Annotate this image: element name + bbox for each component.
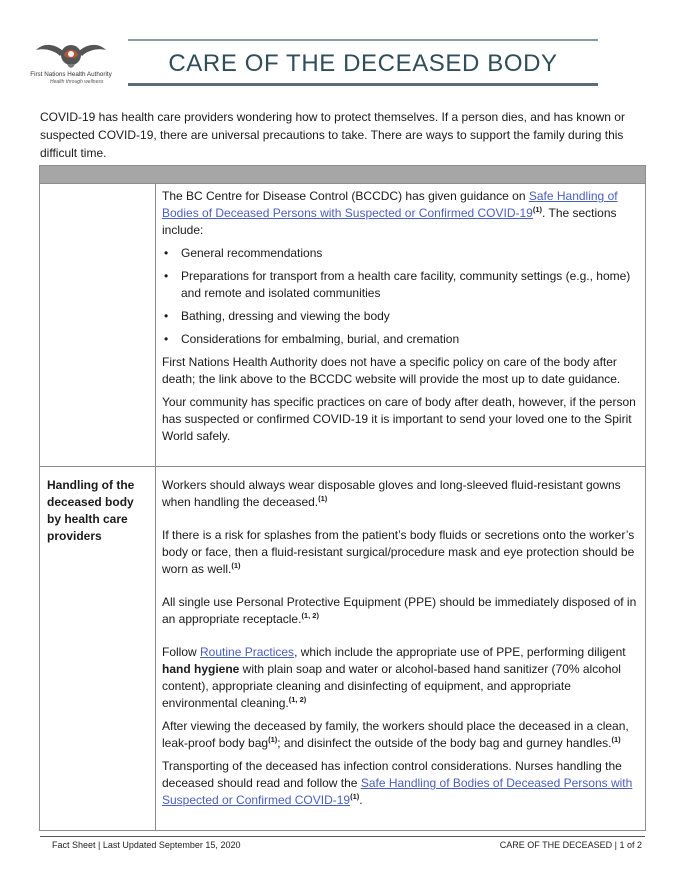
table-header-bar [40, 166, 645, 184]
row1-p1-text: The BC Centre for Disease Control (BCCDC) has given guidance on [162, 189, 529, 203]
row-divider [40, 466, 645, 467]
reference-marker: (1, 2) [288, 695, 307, 704]
list-item: • Considerations for embalming, burial, and cremation [181, 331, 638, 348]
row2-p4-tail: with plain soap and water or alcohol-based hand sanitizer (70% alcohol content), appropriate cleaning and disinfecting of equipment, and appropriate environmental cleaning. [162, 662, 621, 710]
row2-paragraph-6 [162, 758, 638, 809]
row2-label: Handling of the deceased body by health care providers [47, 478, 135, 543]
row2-p5-text: After viewing the deceased by family, the workers should place the deceased in a clean, leak-proof body bag [162, 719, 629, 750]
title-rule-bottom [128, 83, 598, 86]
list-item: • Bathing, dressing and viewing the body [181, 308, 638, 325]
footer-right: CARE OF THE DECEASED | 1 of 2 [499, 840, 642, 850]
title-block [128, 39, 598, 87]
bccdc-guidance-link[interactable]: Safe Handling of Bodies of Deceased Persons with Suspected or Confirmed COVID-19 [162, 189, 618, 220]
reference-marker: (1) [350, 792, 360, 801]
intro-paragraph: COVID-19 has health care providers wondering how to protect themselves. If a person dies, and has known or suspected COVID-19, there are universal precautions to take. There are ways to support the family during this difficult time. [40, 110, 625, 160]
title-rule-top [128, 39, 598, 41]
row2-paragraph-2 [162, 527, 638, 578]
reference-marker: (1) [231, 561, 241, 570]
list-item: • General recommendations [181, 245, 638, 262]
column-divider [155, 183, 156, 830]
row1-paragraph-2: First Nations Health Authority does not have a specific policy on care of the body after death; the link above to the BCCDC website will provide the most up to date guidance. [162, 355, 621, 386]
row2-paragraph-5 [162, 718, 638, 752]
row2-p1-text: Workers should always wear disposable gloves and long-sleeved fluid-resistant gowns when handling the deceased. [162, 478, 621, 509]
org-name: First Nations Health Authority [30, 71, 112, 78]
sections-list [162, 245, 638, 348]
row2-p3-text: All single use Personal Protective Equipment (PPE) should be immediately disposed of in an appropriate receptacle. [162, 595, 637, 626]
row2-p5-tail: ; and disinfect the outside of the body bag and gurney handles. [277, 736, 612, 750]
reference-marker: (1) [318, 494, 328, 503]
row1-content [162, 188, 638, 451]
footer-left: Fact Sheet | Last Updated September 15, 2020 [52, 840, 241, 850]
row1-paragraph-3: Your community has specific practices on care of body after death, however, if the person has suspected or confirmed COVID-19 it is important to send your loved one to the Spirit World safely. [162, 395, 636, 443]
row1-p1-tail: . The sections include: [162, 206, 617, 237]
routine-practices-link[interactable]: Routine Practices [200, 645, 295, 659]
bccdc-guidance-link-2[interactable]: Safe Handling of Bodies of Deceased Persons with Suspected or Confirmed COVID-19 [162, 776, 633, 807]
list-item: • Preparations for transport from a health care facility, community settings (e.g., home) and remote and isolated communities [181, 268, 638, 302]
row2-content [162, 477, 638, 809]
reference-marker: (1, 2) [301, 611, 319, 620]
row2-p4-text: Follow [162, 645, 201, 659]
row2-p4-mid: , which include the appropriate use of PPE, performing diligent [294, 645, 626, 659]
row2-paragraph-3 [162, 594, 638, 628]
reference-marker: (1) [611, 735, 621, 744]
fnha-logo [22, 40, 120, 88]
hand-hygiene-emphasis: hand hygiene [162, 662, 240, 676]
reference-marker: (1) [532, 205, 543, 214]
reference-marker: (1) [268, 735, 278, 744]
row2-p6-text: Transporting of the deceased has infection control considerations. Nurses handling the deceased should read and follow the [162, 759, 622, 790]
eagle-logo-icon [34, 40, 108, 72]
row2-p6-tail: . [359, 793, 363, 807]
row1-paragraph-1 [162, 188, 638, 239]
row2-paragraph-1 [162, 477, 638, 511]
row2-paragraph-4 [162, 644, 638, 712]
page-title: CARE OF THE DECEASED BODY [168, 50, 558, 77]
content-table [39, 165, 646, 831]
footer-rule [40, 836, 645, 837]
org-tagline: Health through wellness [50, 79, 104, 85]
row2-p2-text: If there is a risk for splashes from the patient’s body fluids or secretions onto the worker’s body or face, then a fluid-resistant surgical/procedure mask and eye protection should be worn as well. [162, 528, 635, 576]
